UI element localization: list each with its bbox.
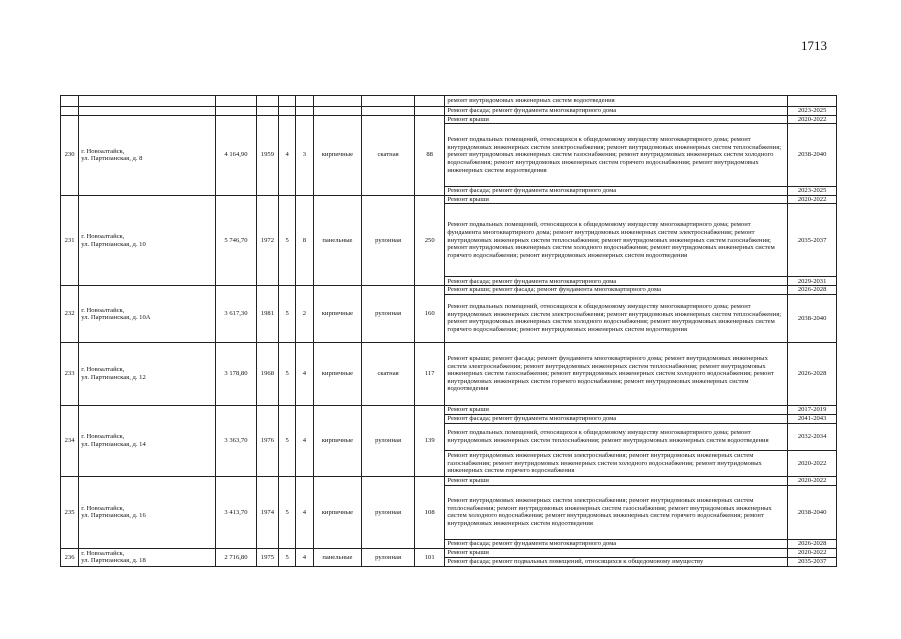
floors-cell: 5 bbox=[279, 476, 296, 548]
period-cell: 2023-2025 bbox=[788, 187, 837, 196]
wall-material-cell: панельные bbox=[313, 195, 362, 286]
work-cell: Ремонт крыши bbox=[445, 115, 788, 124]
work-cell: Ремонт подвальных помещений, относящихся к общедомовому имуществу многоквартирного дома; ремонт внутридомовых инженерных систем теплоснабжения; ремонт внутридомовых инженерных систем водоотведения bbox=[445, 423, 788, 450]
work-cell: Ремонт внутридомовых инженерных систем электроснабжения; ремонт внутридомовых инженерных систем газоснабжения; ремонт внутридомовых инженерных систем холодного водоснабжения; ремонт внутридомовых инженерных систем горячего водоснабжения bbox=[445, 450, 788, 476]
empty-cell bbox=[414, 107, 444, 116]
work-cell: Ремонт фасада; ремонт фундамента многоквартирного дома bbox=[445, 187, 788, 196]
area-cell: 5 746,70 bbox=[216, 195, 257, 286]
address-street: ул. Партизанская, д. 18 bbox=[81, 557, 146, 565]
area-cell: 2 716,80 bbox=[216, 548, 257, 566]
empty-cell bbox=[256, 96, 278, 107]
units-cell: 139 bbox=[414, 405, 444, 476]
building-number-cell: 231 bbox=[61, 195, 79, 286]
empty-cell bbox=[256, 107, 278, 116]
floors-cell: 4 bbox=[279, 115, 296, 195]
period-cell: 2035-2037 bbox=[788, 204, 837, 277]
area-cell: 4 164,90 bbox=[216, 115, 257, 195]
address-street: ул. Партизанская, д. 12 bbox=[81, 373, 146, 381]
work-cell: Ремонт фасада; ремонт фундамента многоквартирного дома bbox=[445, 277, 788, 286]
period-cell: 2020-2022 bbox=[788, 548, 837, 557]
table-row bbox=[61, 286, 837, 295]
work-cell: Ремонт внутридомовых инженерных систем электроснабжения; ремонт внутридомовых инженерных систем теплоснабжения; ремонт внутридомовых инженерных систем газоснабжения; ремонт внутридомовых инженерных систем холодного водоснабжения; ремонт внутридомовых инженерных систем горячего водоснабжения; ремонт внутридомовых инженерных систем водоотведения bbox=[445, 485, 788, 539]
entrances-cell: 4 bbox=[296, 342, 313, 405]
empty-cell bbox=[61, 107, 79, 116]
period-cell: 2020-2022 bbox=[788, 195, 837, 204]
roof-type-cell: рулонная bbox=[362, 548, 415, 566]
units-cell: 88 bbox=[414, 115, 444, 195]
empty-cell bbox=[216, 107, 257, 116]
roof-type-cell: рулонная bbox=[362, 286, 415, 343]
period-cell: 2038-2040 bbox=[788, 124, 837, 187]
address-cell bbox=[79, 195, 216, 286]
table-row bbox=[61, 548, 837, 557]
area-cell: 3 178,80 bbox=[216, 342, 257, 405]
period-cell: 2023-2025 bbox=[788, 107, 837, 116]
address-city: г. Новоалтайск, bbox=[81, 504, 125, 512]
roof-type-cell: скатная bbox=[362, 115, 415, 195]
year-cell: 1968 bbox=[256, 342, 278, 405]
floors-cell: 5 bbox=[279, 548, 296, 566]
building-number-cell: 230 bbox=[61, 115, 79, 195]
entrances-cell: 4 bbox=[296, 548, 313, 566]
table-body bbox=[61, 96, 837, 567]
period-cell bbox=[788, 96, 837, 107]
table-row bbox=[61, 107, 837, 116]
units-cell: 160 bbox=[414, 286, 444, 343]
entrances-cell: 3 bbox=[296, 115, 313, 195]
year-cell: 1975 bbox=[256, 548, 278, 566]
table-row bbox=[61, 405, 837, 414]
building-number-cell: 233 bbox=[61, 342, 79, 405]
year-cell: 1959 bbox=[256, 115, 278, 195]
address-city: г. Новоалтайск, bbox=[81, 147, 125, 155]
year-cell: 1976 bbox=[256, 405, 278, 476]
area-cell: 3 413,70 bbox=[216, 476, 257, 548]
period-cell: 2020-2022 bbox=[788, 450, 837, 476]
wall-material-cell: кирпичные bbox=[313, 476, 362, 548]
work-cell: Ремонт крыши bbox=[445, 195, 788, 204]
period-cell: 2026-2028 bbox=[788, 342, 837, 405]
wall-material-cell: кирпичные bbox=[313, 286, 362, 343]
units-cell: 117 bbox=[414, 342, 444, 405]
empty-cell bbox=[279, 96, 296, 107]
wall-material-cell: панельные bbox=[313, 548, 362, 566]
address-city: г. Новоалтайск, bbox=[81, 366, 125, 374]
entrances-cell: 8 bbox=[296, 195, 313, 286]
roof-type-cell: рулонная bbox=[362, 476, 415, 548]
floors-cell: 5 bbox=[279, 342, 296, 405]
year-cell: 1981 bbox=[256, 286, 278, 343]
table-row bbox=[61, 476, 837, 485]
period-cell: 2035-2037 bbox=[788, 557, 837, 566]
units-cell: 250 bbox=[414, 195, 444, 286]
floors-cell: 5 bbox=[279, 195, 296, 286]
period-cell: 2026-2028 bbox=[788, 286, 837, 295]
address-city: г. Новоалтайск, bbox=[81, 549, 125, 557]
entrances-cell: 4 bbox=[296, 405, 313, 476]
address-street: ул. Партизанская, д. 16 bbox=[81, 512, 146, 520]
work-cell: Ремонт фасада; ремонт подвальных помещений, относящихся к общедомовому имуществу bbox=[445, 557, 788, 566]
year-cell: 1972 bbox=[256, 195, 278, 286]
empty-cell bbox=[362, 96, 415, 107]
units-cell: 108 bbox=[414, 476, 444, 548]
empty-cell bbox=[216, 96, 257, 107]
work-cell: Ремонт крыши; ремонт фасада; ремонт фундамента многоквартирного дома; ремонт внутридомовых инженерных систем электроснабжения; ремонт внутридомовых инженерных систем теплоснабжения; ремонт внутридомовых инженерных систем газоснабжения; ремонт внутридомовых инженерных систем холодного водоснабжения; ремонт внутридомовых инженерных систем горячего водоснабжения; ремонт внутридомовых инженерных систем водоотведения bbox=[445, 342, 788, 405]
table-row bbox=[61, 115, 837, 124]
building-number-cell: 232 bbox=[61, 286, 79, 343]
empty-cell bbox=[61, 96, 79, 107]
address-cell bbox=[79, 342, 216, 405]
work-cell: Ремонт крыши bbox=[445, 476, 788, 485]
address-cell bbox=[79, 115, 216, 195]
capital-repair-table bbox=[60, 95, 837, 567]
wall-material-cell: кирпичные bbox=[313, 342, 362, 405]
floors-cell: 5 bbox=[279, 405, 296, 476]
work-cell: Ремонт подвальных помещений, относящихся к общедомовому имуществу многоквартирного дома; ремонт фундамента многоквартирного дома; ремонт внутридомовых инженерных систем электроснабжения; ремонт внутридомовых инженерных систем теплоснабжения; ремонт внутридомовых инженерных систем газоснабжения; ремонт внутридомовых инженерных систем холодного водоснабжения; ремонт внутридомовых инженерных систем горячего водоснабжения; ремонт внутридомовых инженерных систем водоотведения bbox=[445, 204, 788, 277]
table-row bbox=[61, 342, 837, 405]
work-cell: Ремонт подвальных помещений, относящихся к общедомовому имуществу многоквартирного дома; ремонт внутридомовых инженерных систем электроснабжения; ремонт внутридомовых инженерных систем теплоснабжения; ремонт внутридомовых инженерных систем холодного водоснабжения; ремонт внутридомовых инженерных систем горячего водоснабжения; ремонт внутридомовых инженерных систем водоотведения bbox=[445, 294, 788, 342]
address-cell bbox=[79, 286, 216, 343]
empty-cell bbox=[79, 96, 216, 107]
area-cell: 3 363,70 bbox=[216, 405, 257, 476]
work-cell: Ремонт фасада; ремонт фундамента многоквартирного дома bbox=[445, 539, 788, 548]
work-cell: Ремонт крыши bbox=[445, 548, 788, 557]
empty-cell bbox=[296, 107, 313, 116]
period-cell: 2020-2022 bbox=[788, 115, 837, 124]
page-number: 1713 bbox=[801, 38, 827, 53]
period-cell: 2026-2028 bbox=[788, 539, 837, 548]
area-cell: 3 617,30 bbox=[216, 286, 257, 343]
period-cell: 2029-2031 bbox=[788, 277, 837, 286]
empty-cell bbox=[279, 107, 296, 116]
work-cell: Ремонт фасада; ремонт фундамента многоквартирного дома bbox=[445, 414, 788, 423]
empty-cell bbox=[313, 107, 362, 116]
units-cell: 101 bbox=[414, 548, 444, 566]
roof-type-cell: рулонная bbox=[362, 405, 415, 476]
roof-type-cell: рулонная bbox=[362, 195, 415, 286]
building-number-cell: 236 bbox=[61, 548, 79, 566]
empty-cell bbox=[296, 96, 313, 107]
address-street: ул. Партизанская, д. 10А bbox=[81, 314, 151, 322]
table-row bbox=[61, 96, 837, 107]
wall-material-cell: кирпичные bbox=[313, 405, 362, 476]
period-cell: 2038-2040 bbox=[788, 294, 837, 342]
period-cell: 2020-2022 bbox=[788, 476, 837, 485]
work-cell: ремонт внутридомовых инженерных систем водоотведения bbox=[445, 96, 788, 107]
floors-cell: 5 bbox=[279, 286, 296, 343]
table-row bbox=[61, 195, 837, 204]
address-street: ул. Партизанская, д. 14 bbox=[81, 440, 146, 448]
address-street: ул. Партизанская, д. 8 bbox=[81, 155, 143, 163]
address-cell bbox=[79, 548, 216, 566]
empty-cell bbox=[414, 96, 444, 107]
empty-cell bbox=[79, 107, 216, 116]
period-cell: 2017-2019 bbox=[788, 405, 837, 414]
work-cell: Ремонт фасада; ремонт фундамента многоквартирного дома bbox=[445, 107, 788, 116]
work-cell: Ремонт крыши; ремонт фасада; ремонт фундамента многоквартирного дома bbox=[445, 286, 788, 295]
roof-type-cell: скатная bbox=[362, 342, 415, 405]
work-cell: Ремонт подвальных помещений, относящихся к общедомовому имуществу многоквартирного дома; ремонт внутридомовых инженерных систем электроснабжения; ремонт внутридомовых инженерных систем теплоснабжения; ремонт внутридомовых инженерных систем газоснабжения; ремонт внутридомовых инженерных систем холодного водоснабжения; ремонт внутридомовых инженерных систем горячего водоснабжения; ремонт внутридомовых инженерных систем водоотведения bbox=[445, 124, 788, 187]
entrances-cell: 2 bbox=[296, 286, 313, 343]
empty-cell bbox=[313, 96, 362, 107]
work-cell: Ремонт крыши bbox=[445, 405, 788, 414]
address-city: г. Новоалтайск, bbox=[81, 306, 125, 314]
building-number-cell: 235 bbox=[61, 476, 79, 548]
address-street: ул. Партизанская, д. 10 bbox=[81, 240, 146, 248]
year-cell: 1974 bbox=[256, 476, 278, 548]
wall-material-cell: кирпичные bbox=[313, 115, 362, 195]
address-cell bbox=[79, 405, 216, 476]
entrances-cell: 4 bbox=[296, 476, 313, 548]
address-cell bbox=[79, 476, 216, 548]
empty-cell bbox=[362, 107, 415, 116]
period-cell: 2032-2034 bbox=[788, 423, 837, 450]
address-city: г. Новоалтайск, bbox=[81, 232, 125, 240]
building-number-cell: 234 bbox=[61, 405, 79, 476]
period-cell: 2041-2043 bbox=[788, 414, 837, 423]
period-cell: 2038-2040 bbox=[788, 485, 837, 539]
address-city: г. Новоалтайск, bbox=[81, 433, 125, 441]
